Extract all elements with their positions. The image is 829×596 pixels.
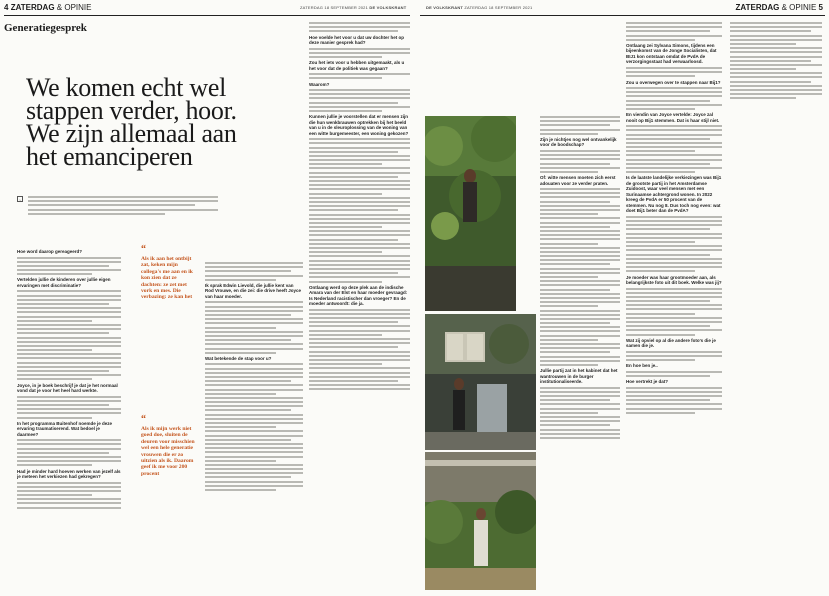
quote-mark-icon: “ — [141, 414, 146, 425]
photo-garden-top — [425, 116, 516, 311]
column-1 — [17, 248, 121, 588]
left-section-label: ZATERDAG — [10, 3, 55, 12]
left-page-meta — [300, 5, 406, 10]
question-heading: Ontlaang zei Sylvana Simons, tijdens een bijeenkomst van de Jonge Socialisten, dat BIJ1 kon ontstaan omdat de PvdA de verzorgingsstaat had verwaarloosd. — [626, 42, 717, 65]
headline: We komen echt wel stappen verder, hoor. We zijn allemaal aan het emanciperen — [26, 73, 237, 171]
right-date: ZATERDAG 18 SEPTEMBER 2021 — [464, 5, 533, 10]
question-heading: Zijn je nichtjes nog wel ontvankelijk voor de boodschap? — [540, 136, 617, 148]
question-heading: Kunnen jullie je voorstellen dat er mensen zijn die hun wenkbrauwen optrekken bij het beeld van u in de sleuroplossing van de woning van een witte burgemeester, een woning gekozen? — [309, 114, 409, 136]
question-heading: Je moeder was haar grootmoeder aan, als belangrijkste foto uit dit boek. Welke was jij? — [626, 274, 722, 285]
question-heading: Hoe voelde het voor u dat uw dochter het op deze manier gesprek had? — [309, 34, 405, 46]
question-heading: Jullie partij zat in het kabinet dat het wantrouwen in de burger institutionaliseerde. — [540, 368, 618, 385]
photo-garden-bottom-image — [425, 452, 536, 590]
right-header-rule — [420, 15, 825, 16]
column-3 — [309, 22, 410, 588]
right-paper-name: DE VOLKSKRANT — [426, 5, 464, 10]
question-heading: Wat zij opviel op al die andere foto's die je samen die je. — [626, 337, 716, 349]
left-page-header — [4, 3, 91, 14]
question-heading: Zou het iets voor u hebben uitgemaakt, als u het voor dat de politiek was gegaan? — [309, 60, 405, 71]
question-heading: En hoe ben je.. — [626, 363, 658, 369]
intro-text-block — [28, 196, 218, 216]
column-6 — [730, 22, 822, 588]
left-paper-name: DE VOLKSKRANT — [369, 5, 407, 10]
question-heading: Waarom? — [309, 81, 330, 87]
question-heading: Vertelden jullie de kinderen over jullie eigen ervaringen met discriminatie? — [17, 277, 111, 288]
question-heading: Ik sprak Edwin Lievold, die jullie kent van Rod Vrouwe, en die zei: die drive heeft Joyce van haar moeder. — [205, 282, 302, 299]
question-heading: Wat betekende de stap voor u? — [205, 355, 272, 361]
left-header-rule — [4, 15, 410, 16]
right-page-header — [736, 3, 823, 14]
quote-mark-icon: “ — [141, 244, 146, 255]
intro-arrow-icon: › — [17, 196, 23, 202]
question-heading: Joyce, in je boek beschrijf je dat je het normaal vond dat je voor het heel hard werkte. — [17, 382, 118, 394]
question-heading: En viendin van Joyce vertelde: Joyce zal nooit op Bij1 stemmen. Dat is haar stijl niet. — [626, 112, 720, 123]
question-heading: In het programma Buitenhof noemde je deze ervaring traumatiserend. Wat bedoel je daarmee? — [17, 420, 113, 437]
left-subsection-label: & OPINIE — [56, 3, 92, 12]
photo-doorway-middle — [425, 314, 536, 450]
photo-garden-bottom — [425, 452, 536, 590]
right-section-label: ZATERDAG — [735, 3, 780, 12]
right-page-number: 5 — [818, 3, 823, 12]
column-2 — [205, 262, 303, 588]
question-heading: Ontlaang werd op deze plek aan de indische Amara van der Elst en haar moeder gevraagd: Is Nederland racistischer dan vroeger? En de moeder antwoordt: die ja. — [309, 284, 408, 307]
question-heading: Is de laatste landelijke verkiezingen was Bij1 de grootste partij in het Amsterdamse Zuidoost, waar veel mensen met een Surinaamse achtergrond wonen. In 2022 kreeg de PvdA er 50 procent van de stemmen. Nu nog 8. Dus toch nog even: wat doet Bij1 beter dan de PvdA? — [626, 175, 722, 214]
left-date: ZATERDAG 18 SEPTEMBER 2021 — [300, 5, 369, 10]
question-heading: Had je minder hard hoeven werken van jezelf als je meteen het verkiezen had gekregen? — [17, 468, 121, 479]
question-heading: Hoe word daarop gereageerd? — [17, 249, 83, 254]
pull-quote-2: “ Als ik mijn werk niet goed doe, sluiten de deuren voor misschien wel een hele generatie vrouwen die er zo uitzien als ik. Daarom geef ik me voor 200 procent — [141, 416, 197, 477]
right-subsection-label: & OPINIE — [781, 3, 817, 12]
question-heading: Of: witte mensen moeten zich eerst adouaten voor ze verder praten. — [540, 175, 616, 186]
column-4 — [540, 116, 620, 588]
column-5 — [626, 22, 722, 588]
question-heading: Zou u overwegen over te stappen naar Bij1? — [626, 79, 721, 85]
question-heading: Hoe vertrekt je dat? — [626, 379, 669, 385]
left-page-number: 4 — [4, 3, 9, 12]
pull-quote-1: “ Als ik aan het ontbijt zat, keken mijn collega's me aan en ik kon zien dat ze dachten: ze zet met vork en mes. Die verbazing: ze kan het — [141, 246, 195, 301]
right-page-meta — [426, 5, 532, 10]
section-title: Generatiegesprek — [4, 22, 87, 34]
photo-doorway-middle-image — [425, 314, 536, 450]
photo-garden-top-image — [425, 116, 516, 311]
